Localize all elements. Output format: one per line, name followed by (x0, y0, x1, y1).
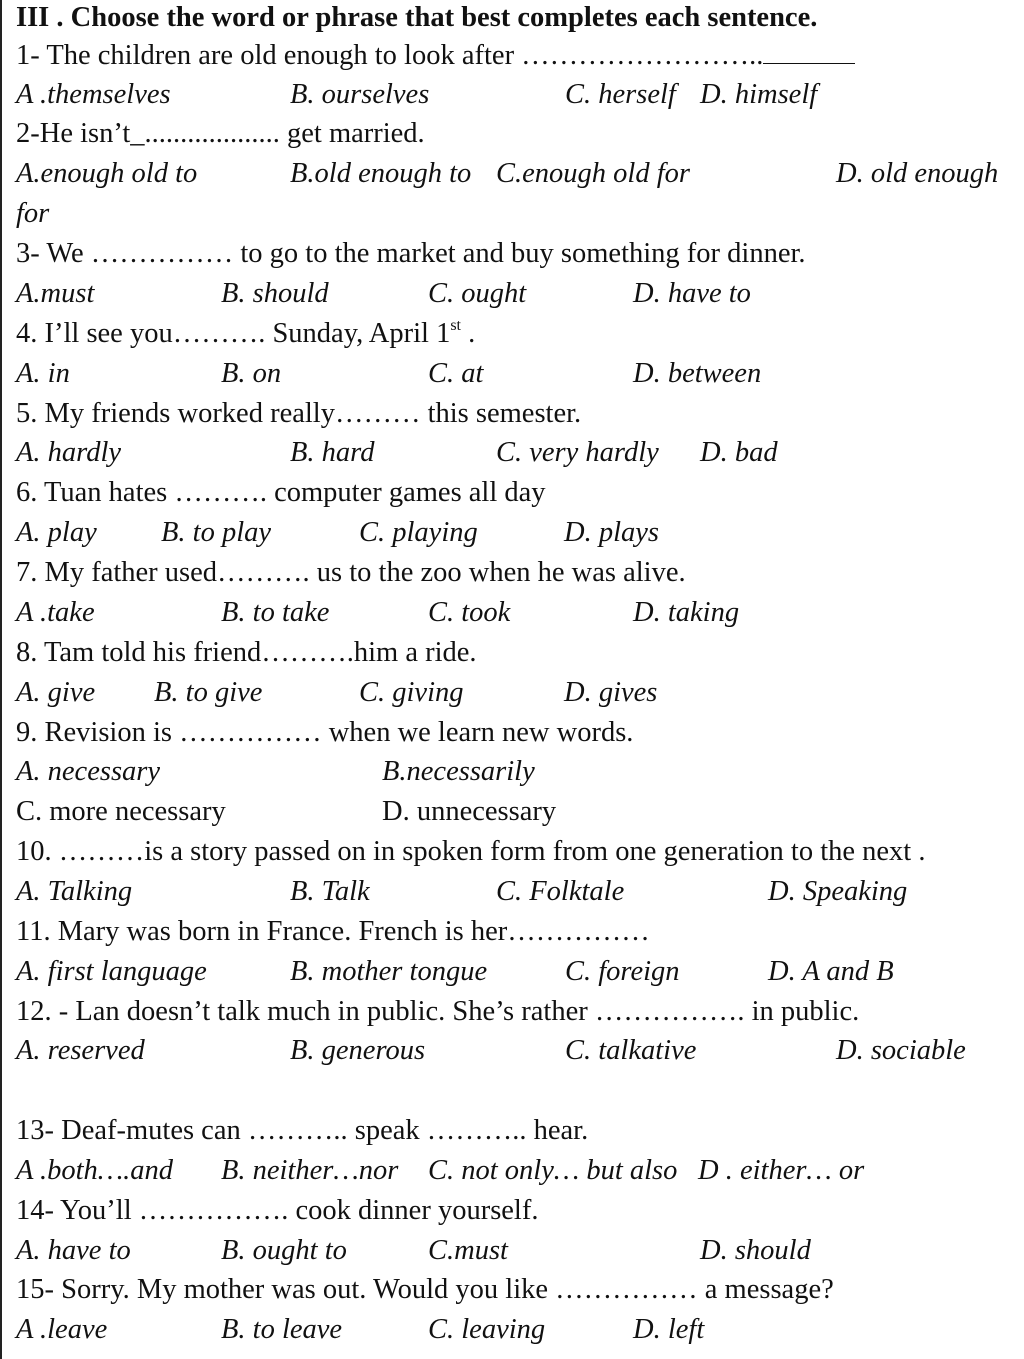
q13-option-b[interactable]: B. neither…nor (221, 1155, 399, 1186)
q14-option-d[interactable]: D. should (700, 1235, 811, 1266)
q7-option-b[interactable]: B. to take (221, 597, 330, 628)
q7-option-c[interactable]: C. took (428, 597, 511, 628)
q14-option-b[interactable]: B. ought to (221, 1235, 347, 1266)
question-7-stem: 7. My father used………. us to the zoo when he was alive. (16, 557, 686, 588)
q3-option-c[interactable]: C. ought (428, 278, 527, 309)
q4-option-a[interactable]: A. in (16, 358, 70, 389)
question-4-stem: 4. I’ll see you………. Sunday, April 1st . (16, 317, 476, 349)
q15-option-c[interactable]: C. leaving (428, 1314, 546, 1345)
question-3-stem: 3- We …………… to go to the market and buy something for dinner. (16, 238, 806, 269)
q10-option-d[interactable]: D. Speaking (768, 876, 908, 907)
question-8-stem: 8. Tam told his friend……….him a ride. (16, 637, 477, 668)
question-10-stem: 10. ………is a story passed on in spoken form from one generation to the next . (16, 836, 926, 867)
q13-option-a[interactable]: A .both….and (16, 1155, 174, 1186)
q11-option-a[interactable]: A. first language (16, 956, 207, 987)
q13-option-c[interactable]: C. not only… but also (428, 1155, 678, 1186)
q11-option-d[interactable]: D. A and B (768, 956, 894, 987)
q7-option-a[interactable]: A .take (16, 597, 95, 628)
q11-option-c[interactable]: C. foreign (565, 956, 680, 987)
question-6-stem: 6. Tuan hates ………. computer games all day (16, 477, 546, 508)
q15-option-b[interactable]: B. to leave (221, 1314, 343, 1345)
q11-option-b[interactable]: B. mother tongue (290, 956, 488, 987)
question-1-stem: 1- The children are old enough to look after …………………….. (16, 38, 855, 74)
q6-option-c[interactable]: C. playing (359, 517, 478, 548)
q4-option-b[interactable]: B. on (221, 358, 282, 389)
q10-option-c[interactable]: C. Folktale (496, 876, 625, 907)
q6-option-d[interactable]: D. plays (564, 517, 659, 548)
q13-option-d[interactable]: D . either… or (698, 1155, 865, 1186)
q8-option-c[interactable]: C. giving (359, 677, 464, 708)
question-11-stem: 11. Mary was born in France. French is her…………… (16, 916, 650, 947)
q12-option-a[interactable]: A. reserved (16, 1035, 145, 1066)
q5-option-b[interactable]: B. hard (290, 437, 375, 468)
answer-blank-line (763, 41, 855, 64)
q10-option-b[interactable]: B. Talk (290, 876, 370, 907)
q2-option-d-continued[interactable]: for (16, 198, 50, 229)
q8-option-b[interactable]: B. to give (154, 677, 263, 708)
question-2-stem: 2-He isn’t_................... get married. (16, 118, 425, 149)
q1-option-b[interactable]: B. ourselves (290, 79, 430, 110)
q3-option-a[interactable]: A.must (16, 278, 95, 309)
q6-option-b[interactable]: B. to play (161, 517, 272, 548)
section-heading: III . Choose the word or phrase that best completes each sentence. (16, 2, 818, 33)
q9-option-b[interactable]: B.necessarily (382, 756, 535, 787)
q10-option-a[interactable]: A. Talking (16, 876, 133, 907)
q9-option-d[interactable]: D. unnecessary (382, 796, 557, 827)
q1-option-d[interactable]: D. himself (700, 79, 818, 110)
question-14-stem: 14- You’ll ……………. cook dinner yourself. (16, 1195, 539, 1226)
q15-option-d[interactable]: D. left (633, 1314, 705, 1345)
q3-option-b[interactable]: B. should (221, 278, 329, 309)
q2-option-a[interactable]: A.enough old to (16, 158, 198, 189)
q14-option-a[interactable]: A. have to (16, 1235, 131, 1266)
q4-option-d[interactable]: D. between (633, 358, 762, 389)
q9-option-a[interactable]: A. necessary (16, 756, 161, 787)
q3-option-d[interactable]: D. have to (633, 278, 751, 309)
q7-option-d[interactable]: D. taking (633, 597, 740, 628)
q8-option-a[interactable]: A. give (16, 677, 96, 708)
q12-option-b[interactable]: B. generous (290, 1035, 426, 1066)
q6-option-a[interactable]: A. play (16, 517, 97, 548)
q1-option-a[interactable]: A .themselves (16, 79, 171, 110)
q9-option-c[interactable]: C. more necessary (16, 796, 226, 827)
question-15-stem: 15- Sorry. My mother was out. Would you like …………… a message? (16, 1274, 834, 1305)
q14-option-c[interactable]: C.must (428, 1235, 508, 1266)
q8-option-d[interactable]: D. gives (564, 677, 658, 708)
q15-option-a[interactable]: A .leave (16, 1314, 108, 1345)
q1-option-c[interactable]: C. herself (565, 79, 676, 110)
question-5-stem: 5. My friends worked really……… this semester. (16, 398, 582, 429)
q2-option-b[interactable]: B.old enough to (290, 158, 472, 189)
q5-option-d[interactable]: D. bad (700, 437, 778, 468)
q4-option-c[interactable]: C. at (428, 358, 484, 389)
q12-option-d[interactable]: D. sociable (836, 1035, 966, 1066)
question-13-stem: 13- Deaf-mutes can ……….. speak ……….. hear. (16, 1115, 589, 1146)
q2-option-d[interactable]: D. old enough (836, 158, 999, 189)
q5-option-a[interactable]: A. hardly (16, 437, 122, 468)
question-9-stem: 9. Revision is …………… when we learn new words. (16, 717, 634, 748)
question-12-stem: 12. - Lan doesn’t talk much in public. She’s rather ……………. in public. (16, 996, 860, 1027)
q2-option-c[interactable]: C.enough old for (496, 158, 690, 189)
q12-option-c[interactable]: C. talkative (565, 1035, 697, 1066)
q5-option-c[interactable]: C. very hardly (496, 437, 659, 468)
